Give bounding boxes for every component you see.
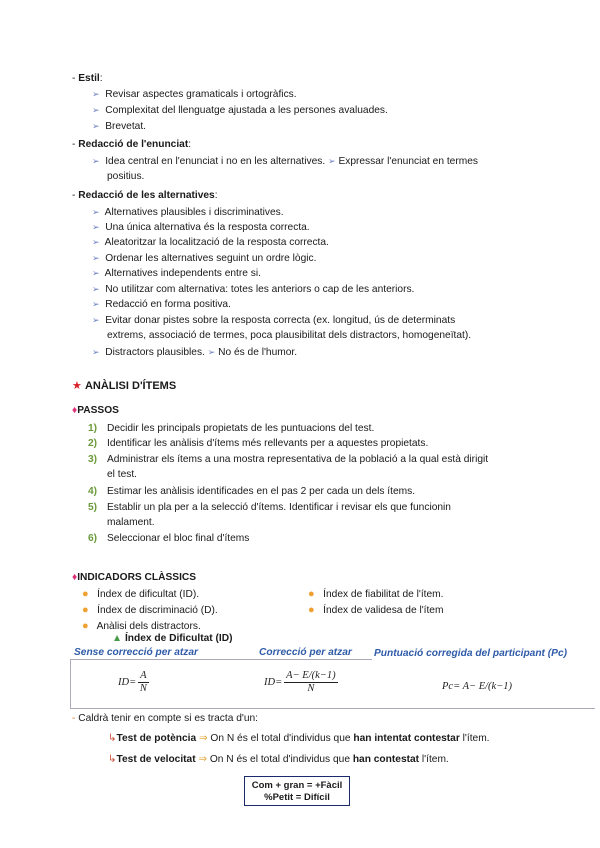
sub-heading <box>112 633 232 644</box>
note-text: On N és el total d'individus que <box>209 754 350 765</box>
implies-icon: ⇒ <box>199 733 208 744</box>
formula-numerator: A <box>140 670 147 681</box>
arrow-icon: ➢ <box>92 89 100 99</box>
list-item <box>82 620 201 632</box>
triangle-icon: ▲ <box>112 633 123 644</box>
bullet-icon: ● <box>82 604 89 616</box>
note-text: On N és el total d'individus que <box>210 733 351 744</box>
list-item-text: Anàlisi dels distractors. <box>96 621 201 632</box>
star-icon: ★ <box>72 380 82 392</box>
arrow-icon: ➢ <box>92 207 100 217</box>
step-text: Identificar les anàlisis d'ítems més rellevants per a aquestes propietats. <box>107 438 429 449</box>
subsection-heading <box>72 572 196 583</box>
arrow-icon: ➢ <box>92 284 100 294</box>
arrow-icon: ➢ <box>92 299 100 309</box>
test-type: Test de potència <box>116 733 197 744</box>
section-heading <box>72 379 176 392</box>
arrow-icon: ➢ <box>92 347 100 357</box>
formula-lhs: ID= <box>118 676 137 688</box>
list-item-text: Índex de fiabilitat de l'ítem. <box>323 589 444 600</box>
subsection-title: INDICADORS CLÀSSICS <box>77 572 197 583</box>
list-item <box>92 253 316 264</box>
sub-heading-text: Índex de Dificultat (ID) <box>124 633 233 644</box>
list-item <box>92 121 146 132</box>
test-type: Test de velocitat <box>116 754 196 765</box>
step-text: Seleccionar el bloc final d'ítems <box>107 533 250 544</box>
formula-denominator: N <box>307 683 315 694</box>
list-item <box>92 268 261 279</box>
list-item <box>92 315 455 326</box>
list-item <box>92 284 414 295</box>
note-text: l'ítem. <box>462 733 490 744</box>
step-number: 3) <box>88 454 98 465</box>
note-intro: - Caldrà tenir en compte si es tracta d'un: <box>72 713 258 724</box>
list-item-text: Alternatives plausibles i discriminatives. <box>104 207 284 218</box>
arrow-icon: ➢ <box>92 222 100 232</box>
list-item-text: Expressar l'enunciat en termes <box>338 156 478 167</box>
alternatives-heading: - Redacció de les alternatives: <box>72 190 218 201</box>
arrow-icon: ➢ <box>92 156 100 166</box>
step-text: Administrar els ítems a una mostra representativa de la població a la qual està dirigit <box>107 454 489 465</box>
step-text: Decidir les principals propietats de les puntuacions del test. <box>107 423 375 434</box>
return-arrow-icon: ↳ <box>108 754 117 765</box>
table-header: Sense correcció per atzar <box>74 647 199 658</box>
note-text: Caldrà tenir en compte si es tracta d'un: <box>78 713 258 724</box>
diamond-icon: ♦ <box>72 572 78 583</box>
arrow-icon: ➢ <box>92 105 100 115</box>
arrow-icon: ➢ <box>92 268 100 278</box>
formula-id <box>118 670 151 695</box>
formula-lhs: ID= <box>264 676 283 688</box>
table-header: Correcció per atzar <box>259 647 352 658</box>
list-item-text: Índex de dificultat (ID). <box>97 589 200 600</box>
list-item <box>92 105 388 116</box>
list-item <box>308 604 443 616</box>
subsection-heading <box>72 405 119 416</box>
list-item-text: Índex de discriminació (D). <box>97 605 218 616</box>
step-number: 5) <box>88 502 98 513</box>
list-item-text: Evitar donar pistes sobre la resposta correcta (ex. longitud, ús de determinats <box>105 315 456 326</box>
arrow-icon: ➢ <box>92 253 100 263</box>
subsection-title: PASSOS <box>77 405 119 416</box>
summary-line: Com + gran = +Fàcil <box>251 780 343 791</box>
step-number: 2) <box>88 438 98 449</box>
list-item-text: Complexitat del llenguatge ajustada a les persones avaluades. <box>105 105 388 116</box>
list-item-text: Redacció en forma positiva. <box>105 299 231 310</box>
note-line <box>108 754 449 765</box>
list-item-text: Ordenar les alternatives seguint un ordre lògic. <box>105 253 317 264</box>
summary-line: %Petit = Difícil <box>264 792 330 803</box>
list-item <box>92 237 329 248</box>
enunciat-title: Redacció de l'enunciat <box>78 139 189 150</box>
section-title: ANÀLISI D'ÍTEMS <box>84 380 177 392</box>
arrow-icon: ➢ <box>207 347 216 357</box>
list-item-text: Índex de validesa de l'ítem <box>323 605 444 616</box>
list-item <box>92 347 297 358</box>
arrow-icon: ➢ <box>328 156 336 166</box>
list-item <box>92 222 310 233</box>
list-item-text: Aleatoritzar la localització de la resposta correcta. <box>104 237 329 248</box>
table-header: Puntuació corregida del participant (Pc) <box>374 648 568 659</box>
enunciat-heading: - Redacció de l'enunciat: <box>72 139 192 150</box>
arrow-icon: ➢ <box>92 121 100 131</box>
return-arrow-icon: ↳ <box>108 733 117 744</box>
step-text: el test. <box>107 469 138 480</box>
formula-denominator: N <box>139 683 147 694</box>
step-text: malament. <box>107 517 155 528</box>
list-item-text: Idea central en l'enunciat i no en les alternatives. <box>105 156 326 167</box>
list-item-text: Alternatives independents entre si. <box>104 268 261 279</box>
formula-numerator: A− E/(k−1) <box>286 670 336 681</box>
estil-heading: - Estil: <box>72 73 103 84</box>
step-number: 1) <box>88 423 98 434</box>
estil-title: Estil <box>78 73 100 84</box>
list-item-text: Distractors plausibles. <box>105 347 205 358</box>
list-item <box>92 89 297 100</box>
list-item <box>82 588 199 600</box>
arrow-icon: ➢ <box>92 237 100 247</box>
note-emphasis: han contestat <box>352 754 420 765</box>
list-item-text: Revisar aspectes gramaticals i ortogràfics. <box>105 89 297 100</box>
bullet-icon: ● <box>82 620 89 632</box>
list-item-text: No és de l'humor. <box>218 347 298 358</box>
list-item-text: Una única alternativa és la resposta correcta. <box>105 222 310 233</box>
list-item <box>92 207 284 218</box>
list-item-text: Brevetat. <box>105 121 146 132</box>
step-text: Establir un pla per a la selecció d'ítems. Identificar i revisar els que funcionin <box>107 502 451 513</box>
step-number: 6) <box>88 533 98 544</box>
diamond-icon: ♦ <box>72 405 78 416</box>
arrow-icon: ➢ <box>92 315 100 325</box>
note-emphasis: han intentat contestar <box>353 733 460 744</box>
step-number: 4) <box>88 486 98 497</box>
summary-box <box>244 776 350 806</box>
bullet-icon: ● <box>308 588 315 600</box>
list-item <box>92 299 231 310</box>
list-item <box>82 604 218 616</box>
bullet-icon: ● <box>308 604 315 616</box>
list-item <box>308 588 443 600</box>
formula-id-corrected <box>264 670 340 695</box>
list-item-continuation: extrems, associació de termes, poca plausibilitat dels distractors, homogeneïtat). <box>107 330 472 341</box>
list-item-continuation: positius. <box>107 171 145 182</box>
note-text: l'ítem. <box>421 754 449 765</box>
alternatives-title: Redacció de les alternatives <box>78 190 215 201</box>
note-line <box>108 733 490 744</box>
formula-pc: Pc= A− E/(k−1) <box>442 681 513 692</box>
step-text: Estimar les anàlisis identificades en el pas 2 per cada un dels ítems. <box>107 486 416 497</box>
list-item <box>92 156 478 167</box>
implies-icon: ⇒ <box>198 754 208 765</box>
bullet-icon: ● <box>82 588 89 600</box>
list-item-text: No utilitzar com alternativa: totes les anteriors o cap de les anteriors. <box>105 284 415 295</box>
